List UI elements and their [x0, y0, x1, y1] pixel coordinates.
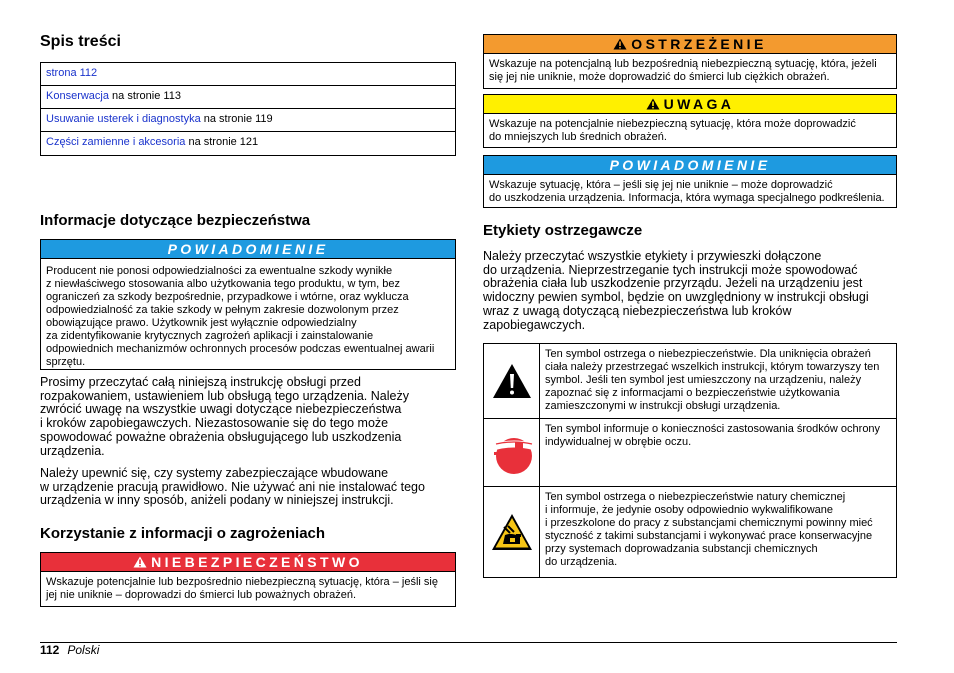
- symbol-line: symbol. Jeśli ten symbol jest umieszczony na urządzeniu, należy: [545, 374, 862, 386]
- text-line: Należy przeczytać wszystkie etykiety i przywieszki dołączone: [483, 249, 822, 263]
- danger-line: Wskazuje potencjalnie lub bezpośrednio niebezpieczną sytuację, która – jeśli się: [46, 576, 438, 588]
- danger-header-label: NIEBEZPIECZEŃSTWO: [151, 554, 363, 570]
- symbol-line: Ten symbol ostrzega o niebezpieczeństwie natury chemicznej: [545, 491, 846, 503]
- text-line: widoczny pewien symbol, będzie on uwzględniony w instrukcji obsługi: [483, 290, 869, 305]
- symbol-row: [484, 419, 896, 487]
- symbol-line: Ten symbol informuje o konieczności zastosowania środków ochrony: [545, 423, 881, 435]
- general-hazard-icon: [492, 363, 532, 399]
- danger-header: [41, 553, 455, 571]
- symbol-icon-cell: [484, 487, 540, 577]
- notice-line: Producent nie ponosi odpowiedzialności za ewentualne szkody wynikłe: [46, 265, 393, 277]
- toc-link[interactable]: Konserwacja: [46, 90, 109, 102]
- toc-page-ref: na stronie 121: [185, 136, 259, 148]
- safety-info-title: Informacje dotyczące bezpieczeństwa: [40, 212, 311, 229]
- hazard-info-title: Korzystanie z informacji o zagrożeniach: [40, 525, 326, 542]
- toc-item: [41, 63, 455, 86]
- notice-line: sprzętu.: [46, 356, 86, 368]
- toc-link[interactable]: Usuwanie usterek i diagnostyka: [46, 113, 201, 125]
- notice-line: odpowiednich mechanizmów ochronnych procesów podczas ewentualnej awarii: [46, 343, 435, 355]
- notice-body: [484, 174, 896, 208]
- symbol-description: [540, 344, 896, 418]
- danger-box: [40, 552, 456, 607]
- text-line: w urządzenie pracują prawidłowo. Nie używać ani nie instalować tego: [40, 479, 425, 494]
- symbol-line: ciała należy przestrzegać wszelkich instrukcji, którym towarzyszy ten: [545, 361, 880, 373]
- text-line: Należy upewnić się, czy systemy zabezpieczające wbudowane: [40, 466, 389, 480]
- chemical-hazard-icon: [491, 513, 533, 551]
- caution-line: Wskazuje na potencjalnie niebezpieczną sytuację, która może doprowadzić: [489, 118, 856, 130]
- symbol-line: indywidualnej w obrębie oczu.: [545, 436, 692, 448]
- symbol-line: styczność z takimi substancjami i wykonywać prace konserwacyjne: [545, 530, 873, 542]
- eye-protection-icon: [489, 430, 535, 476]
- symbol-row: [484, 487, 896, 577]
- notice-box: [40, 239, 456, 370]
- warning-triangle-icon: [133, 556, 147, 568]
- symbol-row: [484, 344, 896, 419]
- warning-line: Wskazuje na potencjalną lub bezpośrednią niebezpieczną sytuację, która, jeżeli: [489, 58, 877, 70]
- toc-item: [41, 132, 455, 155]
- text-line: zapobiegawczych.: [483, 317, 586, 332]
- text-line: i kroków zapobiegawczych. Niezastosowanie się do tego może: [40, 416, 389, 431]
- symbol-icon-cell: [484, 419, 540, 486]
- toc-item: [41, 86, 455, 109]
- notice-line: za zidentyfikowanie krytycznych zagrożeń aplikacji i zainstalowanie: [46, 330, 374, 342]
- symbol-line: przy systemach doprowadzania substancji chemicznych: [545, 543, 818, 555]
- warning-header: [484, 35, 896, 53]
- caution-line: do mniejszych lub średnich obrażeń.: [489, 131, 667, 143]
- safety-systems-paragraph: [40, 467, 456, 508]
- notice-header: POWIADOMIENIE: [41, 240, 455, 258]
- text-line: zwrócić uwagę na wszystkie uwagi dotyczące niebezpieczeństwa: [40, 402, 402, 417]
- table-of-contents: [40, 62, 456, 156]
- page-footer: [40, 643, 99, 657]
- symbol-line: zamieszczonymi w instrukcji obsługi urządzenia.: [545, 400, 781, 412]
- danger-body: [41, 571, 455, 605]
- text-line: rozpakowaniem, ustawieniem lub obsługą tego urządzenia. Należy: [40, 388, 409, 403]
- notice-line: do uszkodzenia urządzenia. Informacja, która wymaga specjalnego podkreślenia.: [489, 192, 885, 204]
- symbol-line: zapoznać się z informacjami o bezpieczeństwie użytkowania: [545, 387, 840, 399]
- toc-link[interactable]: strona 112: [46, 67, 98, 79]
- notice-header: POWIADOMIENIE: [484, 156, 896, 174]
- footer-divider: [40, 642, 897, 643]
- caution-header: [484, 95, 896, 113]
- warning-box: [483, 34, 897, 89]
- warning-triangle-icon: [646, 98, 660, 110]
- notice-line: obowiązujące prawo. Użytkownik jest wyłącznie odpowiedzialny: [46, 317, 357, 329]
- text-line: spowodować poważne obrażenia obsługującego lub uszkodzenia: [40, 429, 402, 444]
- text-line: obrażenia ciała lub uszkodzenie przyrządu. Jeżeli na urządzeniu jest: [483, 276, 863, 291]
- caution-box: [483, 94, 897, 148]
- caution-header-label: UWAGA: [663, 96, 735, 112]
- toc-title: Spis treści: [40, 33, 121, 50]
- footer-language: Polski: [67, 643, 100, 657]
- text-line: do urządzenia. Nieprzestrzeganie tych instrukcji może spowodować: [483, 262, 858, 277]
- notice-line: Wskazuje sytuację, która – jeśli się jej nie uniknie – może doprowadzić: [489, 179, 833, 191]
- symbol-icon-cell: [484, 344, 540, 418]
- symbol-description: [540, 419, 896, 486]
- notice-body: [41, 258, 455, 372]
- symbol-line: i przeszkolone do pracy z substancjami chemicznymi powinny mieć: [545, 517, 873, 529]
- warning-labels-paragraph: [483, 250, 897, 332]
- symbol-line: i informuje, że jedynie osoby odpowiednio wykwalifikowane: [545, 504, 833, 516]
- notice-line: ograniczeń za szkody bezpośrednie, przypadkowe i wtórne, oraz wyklucza: [46, 291, 409, 303]
- intro-paragraph: [40, 376, 456, 458]
- symbol-line: do urządzenia.: [545, 556, 618, 568]
- toc-page-ref: na stronie 113: [108, 90, 181, 102]
- warning-body: [484, 53, 896, 87]
- notice-box-right: [483, 155, 897, 208]
- warning-line: się jej nie uniknie, może doprowadzić do śmierci lub ciężkich obrażeń.: [489, 71, 830, 83]
- text-line: wraz z uwagą dotyczącą niebezpieczeństwa lub kroków: [483, 303, 792, 318]
- page-number: 112: [40, 643, 60, 657]
- symbol-description: [540, 487, 896, 577]
- warning-header-label: OSTRZEŻENIE: [631, 36, 767, 52]
- warning-labels-title: Etykiety ostrzegawcze: [483, 222, 643, 239]
- toc-page-ref: na stronie 119: [200, 113, 273, 125]
- toc-item: [41, 109, 455, 132]
- text-line: urządzenia.: [40, 443, 105, 458]
- toc-link[interactable]: Części zamienne i akcesoria: [46, 136, 186, 148]
- caution-body: [484, 113, 896, 147]
- symbol-line: Ten symbol ostrzega o niebezpieczeństwie. Dla uniknięcia obrażeń: [545, 348, 871, 360]
- notice-line: z niewłaściwego stosowania albo użytkowania tego produktu, w tym, bez: [46, 278, 401, 290]
- text-line: urządzenia w inny sposób, aniżeli podany w niniejszej instrukcji.: [40, 493, 394, 508]
- danger-line: jej nie uniknie – doprowadzi do śmierci lub poważnych obrażeń.: [46, 589, 357, 601]
- warning-triangle-icon: [613, 38, 627, 50]
- notice-line: odpowiedzialność za takie szkody w pełnym zakresie dozwolonym przez: [46, 304, 399, 316]
- text-line: Prosimy przeczytać całą niniejszą instrukcję obsługi przed: [40, 375, 361, 389]
- symbol-table: [483, 343, 897, 578]
